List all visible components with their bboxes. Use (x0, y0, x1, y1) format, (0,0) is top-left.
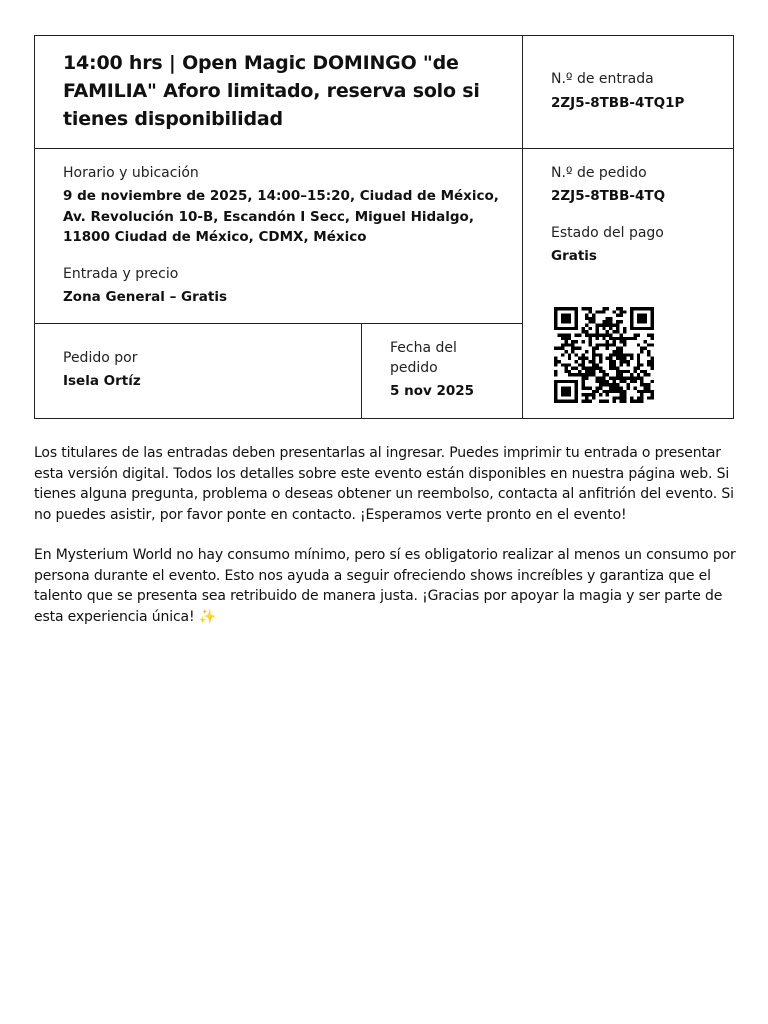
divider-horizontal-bottom (35, 323, 522, 324)
entry-number-label: N.º de entrada (551, 71, 654, 87)
entry-price-value: Zona General – Gratis (63, 288, 227, 305)
ordered-by-cell (63, 348, 353, 392)
divider-horizontal-top (35, 148, 733, 149)
notes-paragraph-2 (34, 545, 738, 627)
schedule-value: 9 de noviembre de 2025, 14:00–15:20, Ciudad de México, Av. Revolución 10-B, Escandón I Secc, Miguel Hidalgo, 11800 Ciudad de México, CDMX, México (63, 188, 499, 245)
ordered-by-value: Isela Ortíz (63, 373, 141, 389)
ticket-card (34, 35, 734, 419)
notes-paragraph-2-text: En Mysterium World no hay consumo mínimo, pero sí es obligatorio realizar al menos un consumo por persona durante el evento. Esto nos ayuda a seguir ofreciendo shows increíbles y garantiza que el talento que se presenta sea retribuido de manera justa. ¡Gracias por apoyar la magia y ser parte de esta experiencia única! (34, 547, 736, 625)
qr-code-icon (554, 307, 654, 403)
entry-number-value: 2ZJ5-8TBB-4TQ1P (551, 95, 685, 111)
divider-vertical-right (522, 36, 523, 418)
divider-vertical-bottom (361, 324, 362, 418)
order-info-cell (551, 163, 721, 266)
event-title-cell (63, 49, 503, 133)
ordered-by-label: Pedido por (63, 350, 138, 366)
schedule-cell (63, 163, 503, 307)
ticket-notes (34, 443, 738, 647)
payment-status-label: Estado del pago (551, 224, 664, 241)
payment-status-value: Gratis (551, 247, 597, 264)
order-date-label: Fecha del pedido (390, 340, 457, 376)
event-title: 14:00 hrs | Open Magic DOMINGO "de FAMILIA" Aforo limitado, reserva solo si tienes disponibilidad (63, 52, 480, 130)
order-date-cell (390, 338, 490, 402)
order-date-value: 5 nov 2025 (390, 383, 475, 399)
sparkles-icon: ✨ (198, 608, 217, 625)
entry-price-label: Entrada y precio (63, 265, 179, 282)
order-number-label: N.º de pedido (551, 165, 647, 181)
order-number-value: 2ZJ5-8TBB-4TQ (551, 188, 666, 204)
entry-number-cell (551, 69, 721, 114)
notes-paragraph-1: Los titulares de las entradas deben presentarlas al ingresar. Puedes imprimir tu entrada o presentar esta versión digital. Todos los detalles sobre este evento están disponibles en nuestra página web. Si tienes alguna pregunta, problema o deseas obtener un reembolso, contacta al anfitrión del evento. Si no puedes asistir, por favor ponte en contacto. ¡Esperamos verte pronto en el evento! (34, 445, 734, 523)
schedule-label: Horario y ubicación (63, 165, 199, 181)
